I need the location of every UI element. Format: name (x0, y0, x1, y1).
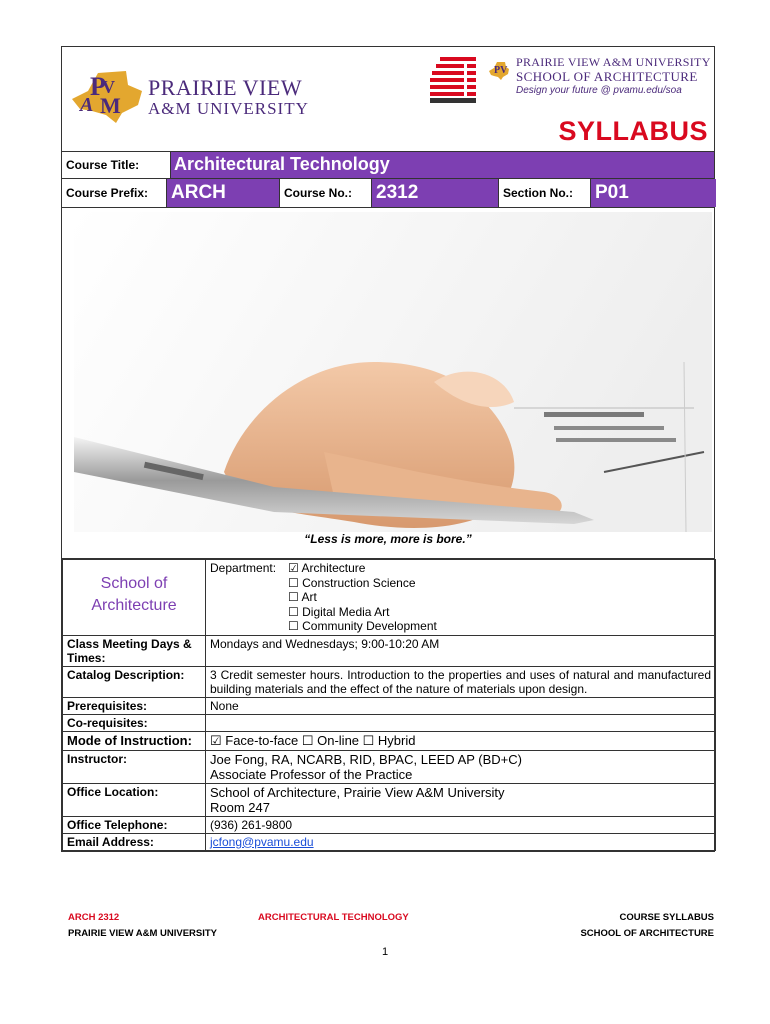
checkbox-icon: ☐ (288, 575, 299, 590)
course-title-value: Architectural Technology (170, 152, 714, 178)
mode-value: ☑ Face-to-face ☐ On-line ☐ Hybrid (206, 731, 716, 750)
course-info-table (62, 559, 716, 851)
course-prefix-value: ARCH (171, 182, 226, 203)
email-label: Email Address: (63, 833, 206, 850)
phone-row (63, 816, 716, 833)
cover-quote: “Less is more, more is bore.” (304, 532, 472, 546)
meeting-value: Mondays and Wednesdays; 9:00-10:20 AM (206, 635, 716, 666)
pvamu-line1: PRAIRIE VIEW (148, 75, 303, 100)
course-prefix-row (62, 179, 714, 208)
footer-university: PRAIRIE VIEW A&M UNIVERSITY (68, 928, 218, 939)
mode-row (63, 731, 716, 750)
pvamu-logo-icon (68, 61, 148, 125)
soa-logo (430, 55, 714, 107)
mode-label: Mode of Instruction: (63, 731, 206, 750)
instructor-label: Instructor: (63, 750, 206, 783)
meeting-label: Class Meeting Days & Times: (63, 635, 206, 666)
svg-text:A: A (80, 94, 94, 116)
catalog-label: Catalog Description: (63, 666, 206, 697)
department-option-architecture: ☑ Architecture (288, 561, 366, 575)
syllabus-frame (61, 46, 715, 852)
soa-university: PRAIRIE VIEW A&M UNIVERSITY (516, 55, 711, 69)
course-number-label: Course No.: (284, 186, 353, 200)
department-options (288, 561, 437, 634)
email-row (63, 833, 716, 850)
email-link[interactable]: jcfong@pvamu.edu (210, 834, 314, 849)
course-number-value: 2312 (376, 182, 419, 203)
catalog-value: 3 Credit semester hours. Introduction to the properties and uses of natural and manufactured building materials and the effect of the nature of materials upon design. (206, 666, 716, 697)
instructor-row (63, 750, 716, 783)
meeting-row (63, 635, 716, 666)
checkbox-icon: ☐ (288, 619, 299, 633)
department-option-community: ☐ Community Development (288, 619, 437, 633)
prereq-label: Prerequisites: (63, 697, 206, 714)
svg-text:M: M (100, 93, 121, 118)
catalog-row (63, 666, 716, 697)
footer-doc-type: COURSE SYLLABUS (619, 912, 714, 923)
svg-text:PV: PV (494, 65, 508, 76)
phone-label: Office Telephone: (63, 816, 206, 833)
department-option-construction: ☐ Construction Science (288, 575, 416, 590)
phone-value: (936) 261-9800 (206, 816, 716, 833)
pvamu-line2: A&M UNIVERSITY (148, 99, 309, 118)
course-title-row (62, 152, 714, 179)
prereq-value: None (206, 697, 716, 714)
course-prefix-label: Course Prefix: (66, 186, 149, 200)
office-location: School of Architecture, Prairie View A&M University (210, 784, 505, 800)
office-room: Room 247 (210, 799, 270, 815)
school-of-architecture-title: School of Architecture (91, 575, 177, 614)
page-footer (68, 912, 714, 944)
office-row (63, 783, 716, 816)
checkbox-checked-icon: ☑ (288, 561, 299, 575)
department-row (63, 560, 716, 636)
hand-with-pen-photo (74, 212, 712, 532)
footer-school: SCHOOL OF ARCHITECTURE (580, 928, 714, 939)
checkbox-icon: ☐ (288, 604, 299, 619)
page-number: 1 (381, 946, 389, 958)
course-title-label: Course Title: (66, 158, 140, 172)
pvamu-mini-logo-icon (488, 59, 510, 81)
header (62, 47, 714, 152)
section-number-value: P01 (595, 182, 629, 203)
building-icon (430, 57, 478, 103)
svg-text:P: P (90, 72, 106, 101)
syllabus-heading: SYLLABUS (558, 116, 708, 146)
cover-image-area (62, 208, 714, 559)
office-label: Office Location: (63, 783, 206, 816)
department-label: Department: (210, 561, 277, 575)
soa-school: SCHOOL OF ARCHITECTURE (516, 69, 698, 84)
coreq-label: Co-requisites: (63, 714, 206, 731)
svg-text:V: V (102, 77, 115, 97)
coreq-value (206, 714, 716, 731)
soa-tagline: Design your future @ pvamu.edu/soa (516, 85, 682, 96)
section-number-label: Section No.: (503, 186, 574, 200)
instructor-name: Joe Fong, RA, NCARB, RID, BPAC, LEED AP (BD+C) (210, 751, 522, 767)
checkbox-icon: ☐ (288, 590, 299, 604)
footer-course-name: ARCHITECTURAL TECHNOLOGY (258, 912, 409, 923)
footer-course-code: ARCH 2312 (68, 912, 120, 923)
department-option-digital-media: ☐ Digital Media Art (288, 604, 390, 619)
coreq-row (63, 714, 716, 731)
prereq-row (63, 697, 716, 714)
department-option-art: ☐ Art (288, 590, 317, 604)
pvamu-wordmark (148, 77, 309, 119)
instructor-title: Associate Professor of the Practice (210, 766, 413, 782)
